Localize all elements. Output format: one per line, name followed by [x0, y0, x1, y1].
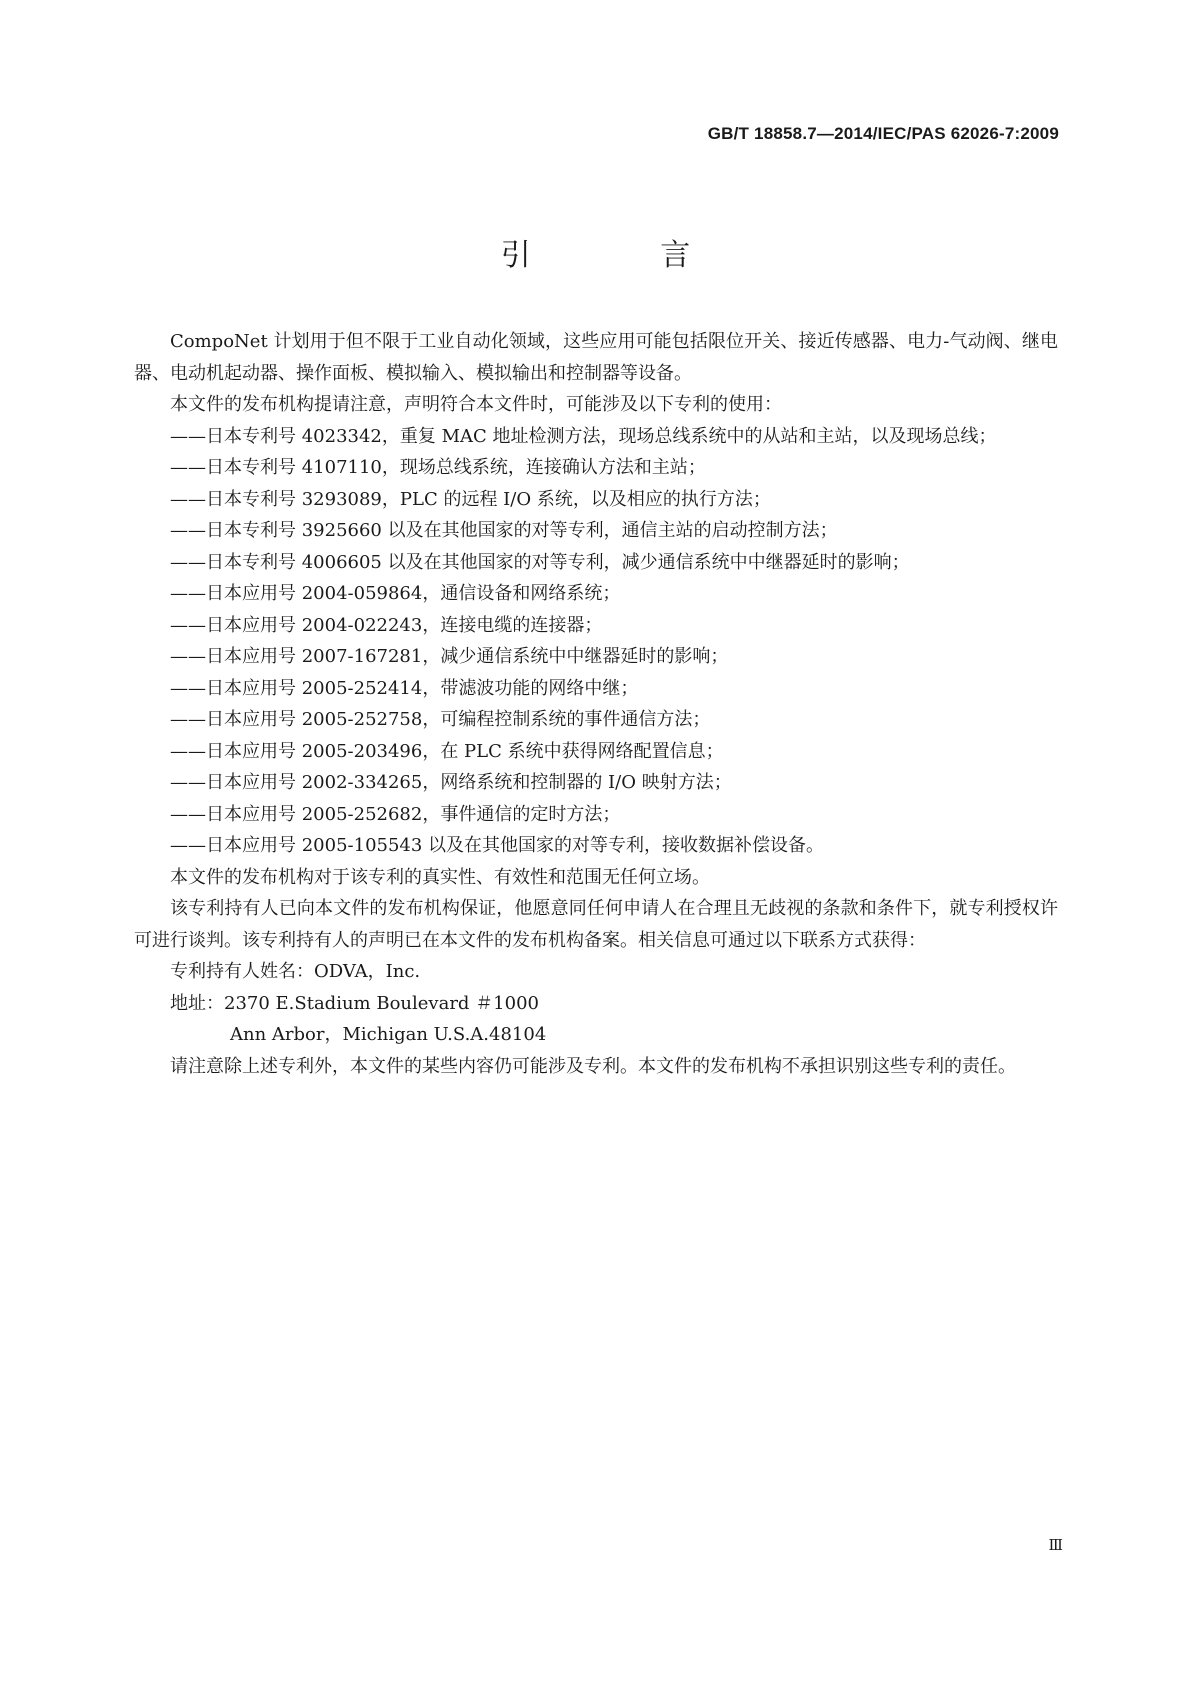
patent-item: ——日本应用号 2005-252758，可编程控制系统的事件通信方法；: [170, 709, 711, 730]
address-line: 地址：2370 E.Stadium Boulevard ＃1000: [170, 992, 539, 1014]
patent-item: ——日本应用号 2002-334265，网络系统和控制器的 I/O 映射方法；: [170, 772, 732, 793]
patent-item: ——日本应用号 2007-167281，减少通信系统中中继器延时的影响；: [170, 646, 729, 667]
patent-item: ——日本应用号 2004-022243，连接电缆的连接器；: [170, 614, 603, 636]
closing-paragraph: 请注意除上述专利外，本文件的某些内容仍可能涉及专利。本文件的发布机构不承担识别这些专利的责任。: [170, 1055, 1016, 1077]
holder-name: 专利持有人姓名：ODVA，Inc.: [170, 961, 421, 982]
patent-item: ——日本专利号 4006605 以及在其他国家的对等专利，减少通信系统中中继器延时的影响；: [170, 551, 910, 573]
page-number: Ⅲ: [1048, 1536, 1063, 1554]
patent-item: ——日本应用号 2005-105543 以及在其他国家的对等专利，接收数据补偿设备。: [170, 835, 825, 856]
patent-item: ——日本专利号 3293089，PLC 的远程 I/O 系统，以及相应的执行方法；: [170, 488, 771, 510]
document-body: [134, 326, 1058, 1082]
patent-item: ——日本专利号 4107110，现场总线系统，连接确认方法和主站；: [170, 457, 706, 478]
position-paragraph: 本文件的发布机构对于该专利的真实性、有效性和范围无任何立场。: [170, 866, 710, 888]
patent-list: [134, 421, 1058, 862]
notice-paragraph: 本文件的发布机构提请注意，声明符合本文件时，可能涉及以下专利的使用：: [170, 394, 782, 415]
patent-item: ——日本应用号 2005-252414，带滤波功能的网络中继；: [170, 677, 639, 699]
address-line-continued: Ann Arbor，Michigan U.S.A.48104: [230, 1024, 547, 1045]
patent-item: ——日本应用号 2004-059864，通信设备和网络系统；: [170, 583, 621, 604]
patent-item: ——日本专利号 4023342，重复 MAC 地址检测方法，现场总线系统中的从站和主站，以及现场总线；: [170, 425, 997, 447]
standard-code-header: GB/T 18858.7—2014/IEC/PAS 62026-7:2009: [707, 124, 1059, 143]
patent-item: ——日本应用号 2005-203496，在 PLC 系统中获得网络配置信息；: [170, 740, 724, 762]
patent-item: ——日本应用号 2005-252682，事件通信的定时方法；: [170, 803, 621, 825]
holder-paragraph: 该专利持有人已向本文件的发布机构保证，他愿意同任何申请人在合理且无歧视的条款和条件下，就专利授权许可进行谈判。该专利持有人的声明已在本文件的发布机构备案。相关信息可通过以下联系方式获得：: [134, 898, 1058, 951]
page-title: 引 言: [500, 238, 751, 273]
intro-paragraph: CompoNet 计划用于但不限于工业自动化领域，这些应用可能包括限位开关、接近传感器、电力-气动阀、继电器、电动机起动器、操作面板、模拟输入、模拟输出和控制器等设备。: [134, 331, 1058, 384]
patent-item: ——日本专利号 3925660 以及在其他国家的对等专利，通信主站的启动控制方法；: [170, 520, 838, 541]
